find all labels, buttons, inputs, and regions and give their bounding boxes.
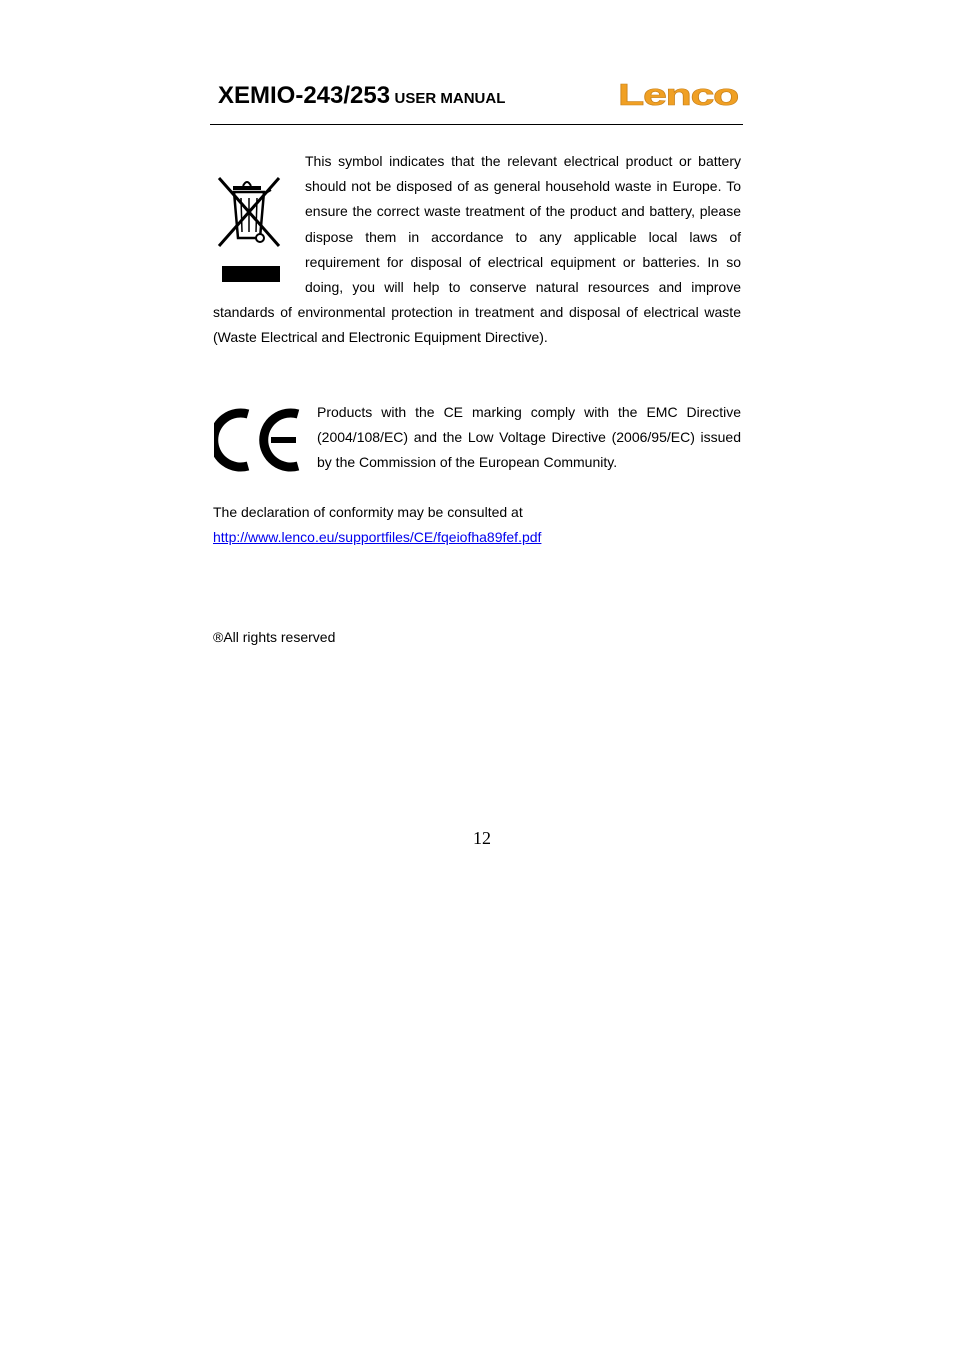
rights-reserved: ®All rights reserved <box>213 629 336 645</box>
ce-mark-icon <box>214 408 304 472</box>
ce-paragraph: Products with the CE marking comply with the EMC Directive (2004/108/EC) and the Low Voltage Directive (2006/95/EC) issued by the Commission of the European Community. <box>317 404 741 471</box>
weee-paragraph <box>213 149 741 351</box>
page-header <box>210 72 743 125</box>
model-title: XEMIO-243/253 <box>218 82 391 109</box>
manual-title <box>218 82 505 110</box>
svg-text:Lenco: Lenco <box>618 78 739 110</box>
declaration-link[interactable]: http://www.lenco.eu/supportfiles/CE/fqeiofha89fef.pdf <box>213 529 542 545</box>
page-number: 12 <box>473 828 491 848</box>
lenco-logo <box>618 78 740 110</box>
weee-text: This symbol indicates that the relevant electrical product or battery should not be disposed of as general household waste in Europe. To ensure the correct waste treatment of the product and battery, please dispose them in accordance to any applicable local laws of requirement for disposal of electrical equipment or batteries. In so doing, you will help to conserve natural resources and improve standards of environmental protection in treatment and disposal of electrical waste (Waste Electrical and Electronic Equipment Directive). <box>213 153 741 346</box>
icon-spacer <box>213 149 305 299</box>
declaration-text: The declaration of conformity may be consulted at <box>213 504 523 520</box>
manual-subtitle: USER MANUAL <box>394 90 506 107</box>
